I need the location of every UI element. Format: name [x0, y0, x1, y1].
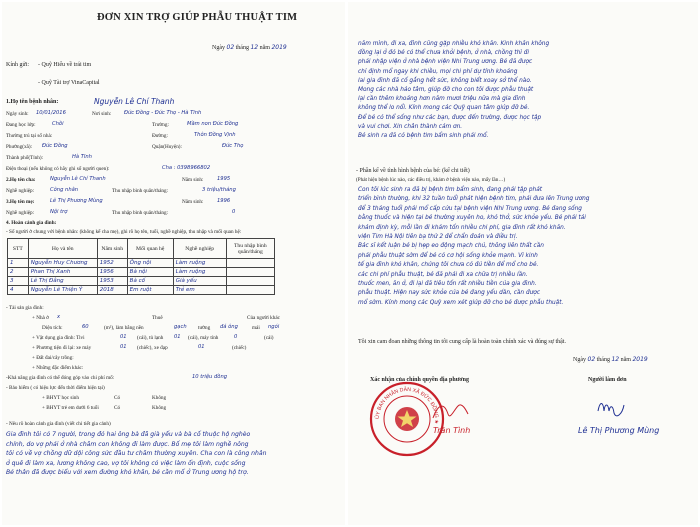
birthplace-value: Đức Đồng - Đức Thọ - Hà Tĩnh	[124, 110, 202, 116]
text-line: ở quê đi làm xa, lương không cao, vợ tôi không có việc làm ổn định, cuộc sống	[6, 459, 246, 467]
mother-name: Lê Thị Phương Mùng	[50, 198, 103, 204]
assets-heading: - Tài sản gia đình:	[6, 305, 44, 311]
text-line: để 3 tháng tuổi phải mổ cấp cứu tại bệnh viện Nhi Trung ương. Bé đang sống	[358, 205, 582, 212]
school-label: Trường:	[152, 122, 169, 128]
mother-birth: 1996	[217, 198, 231, 204]
table-row	[8, 268, 275, 277]
bike-value: 01	[198, 344, 205, 350]
text-line: phải nhập viện ở nhà bệnh viện Nhi Trung ương. Bé đã được	[358, 59, 533, 66]
page-left	[2, 2, 345, 525]
applicant-signature-name: Lê Thị Phương Mùng	[578, 426, 660, 435]
text-line: Mong các nhà hảo tâm, giúp đỡ cho con tôi được phẫu thuật	[358, 87, 534, 94]
signing-date: Ngày 02 tháng 12 năm 2019	[573, 356, 648, 363]
col-stt: STT	[8, 239, 29, 259]
date-line: Ngày 02 tháng 12 năm 2019	[212, 44, 287, 51]
items-label: + Vật dụng gia đình: Tivi	[32, 335, 85, 341]
contribution-label: -Khả năng gia đình có thể đóng góp vào chi phí mổ:	[6, 375, 115, 381]
col-relation: Mối quan hệ	[127, 239, 173, 259]
class-label: Đang học lớp:	[6, 122, 36, 128]
commitment-text: Tôi xin cam đoan những thông tin tôi cung cấp là hoàn toàn chính xác và đúng sự thật.	[358, 339, 566, 345]
owned-mark: x	[57, 314, 61, 320]
addressee-2: - Quỹ Tài trợ VinaCapital	[38, 80, 100, 86]
text-line: viện Tim Hà Nội tiên bạ thứ 2 để chẩn đoán và điều trị.	[358, 234, 518, 241]
fridge-value: 01	[174, 334, 181, 340]
area-value: 60	[82, 324, 89, 330]
family-heading: 4. Hoàn cảnh gia đình:	[6, 220, 57, 226]
text-line: bằng thuốc và hiện tại bé thường xuyên ho, khó thở, sức khỏe yếu. Bé phải tái	[358, 215, 586, 222]
father-income-label: Thu nhập bình quân/tháng:	[112, 188, 169, 194]
father-income: 3 triệu/tháng	[202, 187, 236, 193]
school-value: Mầm non Đức Đồng	[187, 121, 239, 127]
col-birth-year: Năm sinh	[97, 239, 127, 259]
cell: Trẻ em	[173, 286, 226, 295]
cell: Em ruột	[127, 286, 173, 295]
patient-name: Nguyễn Lê Chí Thanh	[94, 97, 175, 106]
circumstances-text	[6, 430, 336, 478]
bhyt-child-no: Không	[152, 405, 167, 411]
bhyt-child-yes: Có	[114, 405, 121, 411]
text-line: phải phẫu thuật sớm để bé có cơ hội sống khỏe mạnh. Vì kinh	[358, 252, 538, 259]
cell: 1956	[97, 268, 127, 277]
father-job: Công nhân	[50, 187, 79, 193]
mother-income: 0	[232, 209, 236, 215]
street-value: Thôn Đồng Vịnh	[194, 132, 236, 138]
bhyt-child-label: + BHYT trẻ em dưới 6 tuổi	[42, 405, 99, 411]
cell: 2018	[97, 286, 127, 295]
tv-value: 01	[120, 334, 127, 340]
text-line: khám định kỳ, mỗi lần đi khám tốn nhiều chi phí, gia đình rất khó khăn.	[358, 224, 566, 231]
cell: 2	[8, 268, 29, 277]
text-line: đồng lại ở đó bé có thể chưa khỏi bệnh, ở nhà, chồng thì đi	[358, 50, 530, 57]
mother-income-label: Thu nhập bình quân/tháng:	[112, 210, 169, 216]
computer-value: 0	[234, 334, 238, 340]
disease-text	[358, 186, 693, 308]
father-name: Nguyễn Lê Chí Thanh	[50, 176, 106, 182]
dob-label: Ngày sinh:	[6, 111, 29, 117]
family-intro: - Số người ở chung với bệnh nhân: (không kể cha mẹ), ghi rõ họ tên, tuổi, nghề nghiệp, thu nhập và mối quan hệ:	[6, 229, 242, 235]
city-label: Thành phố(Tỉnh):	[6, 155, 44, 161]
table-row	[8, 259, 275, 268]
father-birth: 1995	[217, 176, 231, 182]
mother-job-label: Nghề nghiệp:	[6, 210, 35, 216]
cell: Già yếu	[173, 277, 226, 286]
text-line: năm mình, đi xa, đình cũng gặp nhiều khó khăn. Kinh khăn không	[358, 41, 550, 47]
cell: Bà nội	[127, 268, 173, 277]
col-job: Nghề nghiệp	[173, 239, 226, 259]
cell: Làm ruộng	[173, 268, 226, 277]
father-job-label: Nghề nghiệp:	[6, 188, 35, 194]
cell: 3	[8, 277, 29, 286]
text-line: và vui chơi. Xin chân thành cảm ơn.	[358, 123, 463, 130]
text-line: chính, do vợ phải ở nhà chăm con không đi làm được. Bố mẹ tôi làm nghề nông	[6, 440, 249, 448]
cell	[226, 286, 274, 295]
bhyt-school-label: + BHYT học sinh	[42, 395, 79, 401]
text-line: Bé sinh ra đã có bệnh tim bẩm sinh phải mổ.	[358, 133, 489, 140]
family-table-header	[8, 239, 275, 259]
text-line: Bé thân đã được biểu với xem đường khó khăn, bé cần mổ ở Trung ương hộ trợ.	[6, 469, 249, 477]
text-line: Để bé có thể sống như các bạn, được đến trường, được học tập	[358, 114, 542, 121]
phone-value: Cha : 0398966802	[162, 165, 211, 171]
document-title: ĐƠN XIN TRỢ GIÚP PHẪU THUẬT TIM	[97, 12, 298, 23]
cell: 1	[8, 259, 29, 268]
district-value: Đức Thọ	[222, 143, 244, 149]
bhyt-school-no: Không	[152, 395, 167, 401]
address-label: Thường trú tại số nhà:	[6, 133, 53, 139]
roof-value: ngói	[268, 324, 280, 330]
mother-birth-label: Năm sinh:	[182, 199, 204, 205]
cell: Phan Thị Xanh	[28, 268, 97, 277]
text-line: lại cần thêm khoảng hơn năm mươi triệu nữa mà gia đình	[358, 96, 526, 103]
transport-label: + Phương tiện đi lại: xe máy	[32, 345, 92, 351]
floor-value: gạch	[174, 324, 187, 330]
table-row	[8, 286, 275, 295]
addressee-1: - Quỹ Hiểu về trái tim	[38, 62, 92, 68]
addressee-label: Kính gửi:	[6, 62, 30, 68]
text-line: Gia đình tôi có 7 người, trong đó hai ông bà đã già yếu và bà cố thuộc hộ nghèo	[6, 431, 251, 438]
cell: 1953	[97, 277, 127, 286]
district-label: Quận(Huyện):	[152, 144, 182, 150]
applicant-signature-mark	[596, 397, 626, 419]
cell: Lê Thị Đằng	[28, 277, 97, 286]
text-line: lai gia đình đã cố gắng hết sức, không biết xoay sở thế nào.	[358, 77, 532, 84]
local-authority-label: Xác nhận của chính quyền địa phương	[370, 377, 469, 383]
area-unit: (m²), làm bằng nền	[104, 325, 144, 331]
mother-job: Nội trợ	[50, 209, 68, 215]
computer-unit: (cái)	[264, 335, 274, 341]
official-seal	[368, 380, 446, 458]
bike-unit: (chiếc)	[232, 345, 247, 351]
relative-label: Của người khác	[247, 315, 280, 321]
text-line: triển bình thường, khi 32 tuần tuổi phát hiện bệnh tim, phải đưa lên Trung ương	[358, 196, 590, 203]
rent-label: Thuê	[152, 315, 163, 321]
birthplace-label: Nơi sinh:	[92, 111, 112, 117]
father-birth-label: Năm sinh:	[182, 177, 204, 183]
house-label: + Nhà ở	[32, 315, 49, 321]
cell	[226, 259, 274, 268]
other-label: + Những đặc điểm khác:	[32, 365, 84, 371]
text-line: tế gia đình khó khăn, chúng tôi chưa có đủ tiền để mổ cho bé.	[358, 262, 539, 269]
father-name-label: 2.Họ tên cha:	[6, 177, 36, 183]
cell: 1952	[97, 259, 127, 268]
text-line: Con tôi lúc sinh ra đã bị bệnh tim bẩm sinh, đang phải tập phát	[358, 187, 543, 193]
cell: Ông nội	[127, 259, 173, 268]
wall-value: đá ông	[220, 324, 238, 330]
cell	[226, 277, 274, 286]
class-value: Chồi	[52, 121, 64, 127]
cell: 4	[8, 286, 29, 295]
text-line: chỉ định mổ ngay khi chiều, mọi chi phí dự tính khoảng	[358, 68, 518, 75]
col-name: Họ và tên	[28, 239, 97, 259]
city-value: Hà Tĩnh	[72, 154, 92, 160]
text-line: mổ sớm. Kính mong các Quỹ xem xét giúp đỡ cho bé được phẫu thuật.	[358, 299, 564, 306]
fridge-label: (cái), tủ lạnh	[137, 335, 164, 341]
patient-name-label: 1.Họ tên bệnh nhân:	[6, 99, 59, 105]
cell	[226, 268, 274, 277]
col-income: Thu nhập bình quân/tháng	[226, 239, 274, 259]
text-line: thuốc men, ăn ở, đi lại đã tiêu tốn rất nhiều tiền của gia đình.	[358, 281, 537, 288]
phone-label: Điện thoại (nếu không có hãy ghi số người quen):	[6, 166, 110, 172]
family-table	[7, 238, 275, 295]
official-name: Trần Tình	[433, 426, 471, 435]
story-text	[358, 40, 693, 141]
mother-name-label: 3.Họ tên mẹ:	[6, 199, 35, 205]
text-line: không thể lo nổi. Kính mong các Quỹ quan tâm giúp đỡ bé.	[358, 105, 530, 112]
land-label: + Đất đai/cây trồng:	[32, 355, 74, 361]
insurance-label: - Bảo hiểm ( có hiệu lực đến thời điểm hiện tại)	[6, 385, 105, 391]
cell: Nguyễn Huy Chương	[28, 259, 97, 268]
street-label: Đường:	[152, 133, 168, 139]
ward-value: Đức Đồng	[42, 143, 68, 149]
text-line: tôi có về vợ chồng dữ dội công sức đầu tư chăm thường xuyên. Cha con là công nhân	[6, 450, 267, 458]
bhyt-school-yes: Có	[114, 395, 121, 401]
disease-heading: - Phần kể về tình hình bệnh của bé: (kể chi tiết)	[356, 168, 470, 174]
circumstances-heading: - Nêu rõ hoàn cảnh gia đình (viết chi tiết gia cảnh)	[6, 421, 111, 427]
cell: Nguyễn Lê Thiện Ý	[28, 286, 97, 295]
moto-value: 01	[120, 344, 127, 350]
roof-label: mái	[252, 325, 260, 331]
wall-label: tường	[198, 325, 211, 331]
text-line: các chi phí phẫu thuật, bé đã phải đi xa chữa trị nhiều lần.	[358, 271, 528, 278]
contribution-value: 10 triệu đồng	[192, 374, 228, 380]
area-label: Diện tích:	[42, 325, 63, 331]
disease-hint: (Phát hiện bệnh lúc nào, các điều trị, khám ở bệnh viện nào, mấy lần…)	[356, 177, 506, 183]
cell: Làm ruộng	[173, 259, 226, 268]
svg-text:ỦY BAN NHÂN DÂN XÃ ĐỨC ĐỒNG ★: ỦY BAN NHÂN DÂN XÃ ĐỨC ĐỒNG ★	[374, 386, 440, 425]
ward-label: Phường(xã):	[6, 144, 33, 150]
dob-value: 10/01/2016	[36, 110, 66, 116]
bike-label: (chiếc), xe đạp	[137, 345, 168, 351]
table-row	[8, 277, 275, 286]
text-line: phẫu thuật. Hiện nay sức khỏe của bé đang yếu dần, cần được	[358, 290, 541, 297]
computer-label: (cái), máy tính	[188, 335, 219, 341]
applicant-label: Người làm đơn	[588, 377, 627, 383]
text-line: Bác sĩ kết luận bé bị hẹp eo động mạch chủ, thông liên thất cần	[358, 243, 544, 250]
cell: Bà cố	[127, 277, 173, 286]
